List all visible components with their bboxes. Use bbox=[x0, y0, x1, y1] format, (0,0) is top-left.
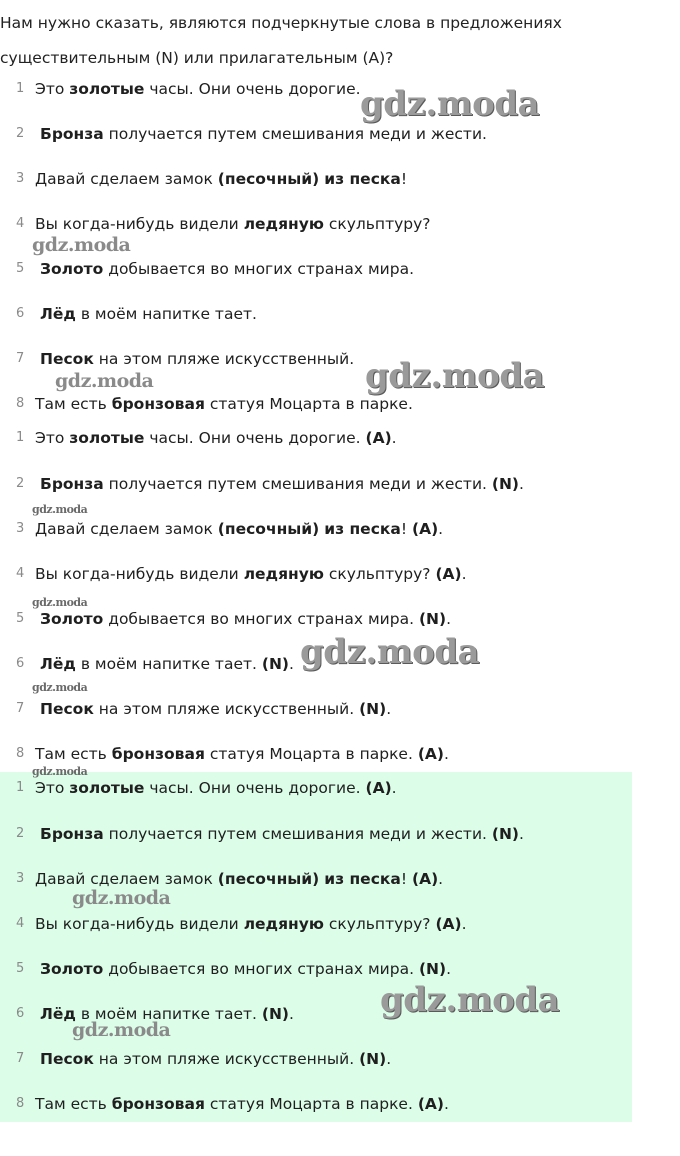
emphasized-word: (A) bbox=[365, 429, 392, 447]
sentence-text: Песок на этом пляже искусственный. (N). bbox=[40, 700, 392, 718]
line-number: 1 bbox=[16, 780, 25, 795]
line-number: 3 bbox=[16, 171, 25, 186]
sentence-row bbox=[0, 1047, 632, 1071]
sentence-text: Там есть бронзовая статуя Моцарта в парке. bbox=[35, 395, 413, 413]
sentence-text: Это золотые часы. Они очень дорогие. bbox=[35, 80, 361, 98]
emphasized-word: Золото bbox=[40, 610, 104, 628]
sentence-row bbox=[0, 776, 632, 800]
line-number: 1 bbox=[16, 430, 25, 445]
task-prompt: Нам нужно сказать, являются подчеркнутые слова в предложениях существительным (N) или прилагательным (A)? bbox=[0, 14, 562, 67]
watermark: gdz.moda bbox=[32, 681, 88, 694]
line-number: 8 bbox=[16, 396, 25, 411]
sentence-row bbox=[0, 652, 632, 676]
emphasized-word: (A) bbox=[417, 745, 444, 763]
sentence-text: Вы когда-нибудь видели ледяную скульптуру? (A). bbox=[35, 565, 467, 583]
sentence-row bbox=[0, 77, 632, 101]
emphasized-word: Бронза bbox=[40, 825, 104, 843]
sentence-text: Это золотые часы. Они очень дорогие. (A). bbox=[35, 779, 397, 797]
line-number: 6 bbox=[16, 1006, 25, 1021]
sentence-row bbox=[0, 742, 632, 766]
sentence-row bbox=[0, 822, 632, 846]
line-number: 8 bbox=[16, 746, 25, 761]
emphasized-word: золотые bbox=[69, 779, 145, 797]
watermark: gdz.moda bbox=[32, 596, 88, 609]
emphasized-word: (песочный) bbox=[217, 870, 320, 888]
emphasized-word: ледяную bbox=[243, 565, 324, 583]
sentence-row bbox=[0, 212, 632, 236]
emphasized-word: (A) bbox=[417, 1095, 444, 1113]
sentence-text: Песок на этом пляже искусственный. bbox=[40, 350, 355, 368]
emphasized-word: (A) bbox=[435, 915, 462, 933]
sentence-row bbox=[0, 167, 632, 191]
emphasized-word: из песка bbox=[324, 870, 401, 888]
line-number: 6 bbox=[16, 656, 25, 671]
line-number: 2 bbox=[16, 126, 25, 141]
line-number: 5 bbox=[16, 961, 25, 976]
line-number: 7 bbox=[16, 351, 25, 366]
sentence-row bbox=[0, 517, 632, 541]
sentence-row bbox=[0, 1092, 632, 1116]
sentence-row bbox=[0, 472, 632, 496]
line-number: 8 bbox=[16, 1096, 25, 1111]
emphasized-word: (N) bbox=[491, 825, 520, 843]
emphasized-word: бронзовая bbox=[111, 745, 205, 763]
emphasized-word: (N) bbox=[359, 1050, 387, 1068]
emphasized-word: Золото bbox=[40, 260, 104, 278]
emphasized-word: (N) bbox=[359, 700, 387, 718]
sentence-row bbox=[0, 867, 632, 891]
sentence-row bbox=[0, 426, 632, 450]
emphasized-word: (A) bbox=[435, 565, 462, 583]
section-answers-highlighted bbox=[0, 772, 632, 1122]
watermark: gdz.moda bbox=[55, 370, 154, 392]
emphasized-word: Бронза bbox=[40, 125, 104, 143]
emphasized-word: (A) bbox=[412, 520, 439, 538]
sentence-text: Бронза получается путем смешивания меди и жести. bbox=[40, 125, 487, 143]
emphasized-word: из песка bbox=[324, 170, 401, 188]
line-number: 2 bbox=[16, 826, 25, 841]
sentence-row bbox=[0, 392, 632, 416]
sentence-row bbox=[0, 912, 632, 936]
watermark: gdz.moda bbox=[72, 887, 171, 909]
emphasized-word: (N) bbox=[418, 960, 447, 978]
sentence-text: Давай сделаем замок (песочный) из песка! bbox=[35, 170, 408, 188]
sentence-text: Бронза получается путем смешивания меди и жести. (N). bbox=[40, 825, 524, 843]
watermark: gdz.moda bbox=[72, 1019, 171, 1041]
watermark: gdz.moda bbox=[32, 234, 131, 256]
emphasized-word: (песочный) bbox=[217, 520, 320, 538]
emphasized-word: Бронза bbox=[40, 475, 104, 493]
watermark: gdz.moda bbox=[365, 356, 545, 396]
sentence-text: Лёд в моём напитке тает. bbox=[40, 305, 257, 323]
emphasized-word: (A) bbox=[412, 870, 439, 888]
sentence-text: Золото добывается во многих странах мира. bbox=[40, 260, 415, 278]
sentence-text: Давай сделаем замок (песочный) из песка! (A). bbox=[35, 520, 444, 538]
watermark: gdz.moda bbox=[380, 980, 560, 1020]
emphasized-word: Песок bbox=[40, 350, 94, 368]
emphasized-word: (N) bbox=[418, 610, 447, 628]
sentence-text: Давай сделаем замок (песочный) из песка! (A). bbox=[35, 870, 444, 888]
sentence-row bbox=[0, 1002, 632, 1026]
emphasized-word: Песок bbox=[40, 1050, 94, 1068]
sentence-row bbox=[0, 257, 632, 281]
line-number: 5 bbox=[16, 261, 25, 276]
line-number: 4 bbox=[16, 916, 25, 931]
emphasized-word: Лёд bbox=[40, 1005, 76, 1023]
line-number: 4 bbox=[16, 566, 25, 581]
sentence-text: Вы когда-нибудь видели ледяную скульптуру? bbox=[35, 215, 431, 233]
line-number: 3 bbox=[16, 871, 25, 886]
sentence-text: Лёд в моём напитке тает. (N). bbox=[40, 1005, 294, 1023]
line-number: 7 bbox=[16, 701, 25, 716]
sentence-text: Это золотые часы. Они очень дорогие. (A). bbox=[35, 429, 397, 447]
sentence-text: Песок на этом пляже искусственный. (N). bbox=[40, 1050, 392, 1068]
emphasized-word: Лёд bbox=[40, 655, 76, 673]
watermark: gdz.moda bbox=[32, 765, 88, 778]
watermark: gdz.moda bbox=[32, 503, 88, 516]
sentence-text: Бронза получается путем смешивания меди и жести. (N). bbox=[40, 475, 524, 493]
emphasized-word: ледяную bbox=[243, 215, 324, 233]
watermark: gdz.moda bbox=[360, 84, 540, 124]
emphasized-word: Золото bbox=[40, 960, 104, 978]
line-number: 7 bbox=[16, 1051, 25, 1066]
emphasized-word: Песок bbox=[40, 700, 94, 718]
watermark: gdz.moda bbox=[300, 632, 480, 672]
emphasized-word: Лёд bbox=[40, 305, 76, 323]
sentence-text: Вы когда-нибудь видели ледяную скульптуру? (A). bbox=[35, 915, 467, 933]
line-number: 1 bbox=[16, 81, 25, 96]
emphasized-word: ледяную bbox=[243, 915, 324, 933]
sentence-row bbox=[0, 957, 632, 981]
emphasized-word: из песка bbox=[324, 520, 401, 538]
emphasized-word: (A) bbox=[365, 779, 392, 797]
emphasized-word: золотые bbox=[69, 80, 145, 98]
sentence-row bbox=[0, 122, 632, 146]
sentence-row bbox=[0, 302, 632, 326]
emphasized-word: (N) bbox=[261, 655, 290, 673]
line-number: 6 bbox=[16, 306, 25, 321]
line-number: 2 bbox=[16, 476, 25, 491]
emphasized-word: (N) bbox=[261, 1005, 290, 1023]
sentence-text: Там есть бронзовая статуя Моцарта в парке. (A). bbox=[35, 745, 449, 763]
sentence-text: Золото добывается во многих странах мира. (N). bbox=[40, 610, 452, 628]
emphasized-word: (N) bbox=[491, 475, 520, 493]
sentence-row bbox=[0, 562, 632, 586]
sentence-row bbox=[0, 697, 632, 721]
emphasized-word: (песочный) bbox=[217, 170, 320, 188]
sentence-row bbox=[0, 347, 632, 371]
emphasized-word: бронзовая bbox=[111, 1095, 205, 1113]
line-number: 5 bbox=[16, 611, 25, 626]
line-number: 3 bbox=[16, 521, 25, 536]
emphasized-word: золотые bbox=[69, 429, 145, 447]
sentence-row bbox=[0, 607, 632, 631]
emphasized-word: бронзовая bbox=[111, 395, 205, 413]
sentence-text: Лёд в моём напитке тает. (N). bbox=[40, 655, 294, 673]
sentence-text: Золото добывается во многих странах мира. (N). bbox=[40, 960, 452, 978]
sentence-text: Там есть бронзовая статуя Моцарта в парке. (A). bbox=[35, 1095, 449, 1113]
line-number: 4 bbox=[16, 216, 25, 231]
